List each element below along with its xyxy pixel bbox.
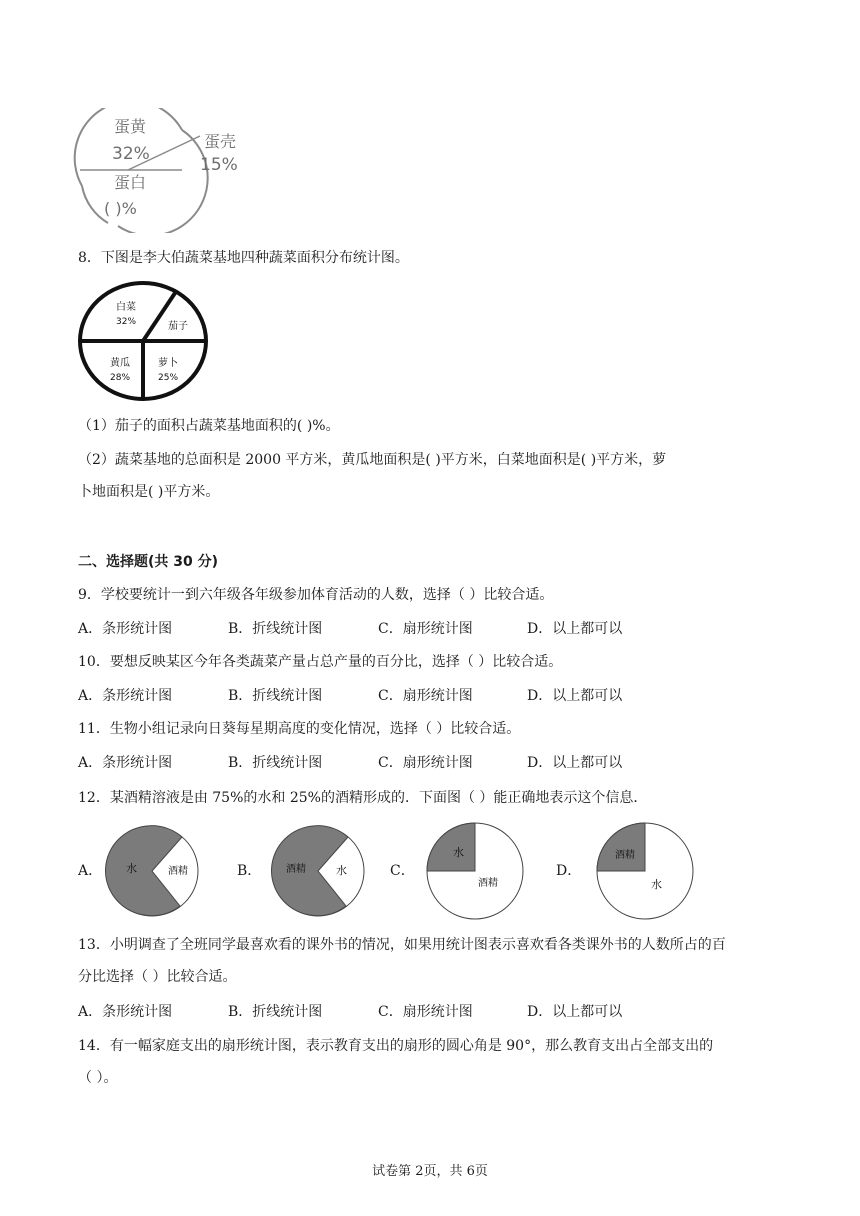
q12-pie-a[interactable] xyxy=(100,822,204,920)
q12-pie-c-water: 水 xyxy=(453,846,464,859)
q10-option-d[interactable]: D．以上都可以 xyxy=(527,688,623,704)
vegetable-pie-chart xyxy=(76,280,211,405)
q13-option-b[interactable]: B．折线统计图 xyxy=(228,1004,323,1020)
q12-label-c[interactable]: C． xyxy=(390,863,415,879)
q12-pie-b[interactable] xyxy=(266,822,370,920)
q8-stem: 8．下图是李大伯蔬菜基地四种蔬菜面积分布统计图。 xyxy=(78,250,409,266)
section-heading: 二、选择题(共 30 分) xyxy=(78,554,219,570)
egg-white-pct: ( )% xyxy=(104,199,137,218)
q9-stem: 9．学校要统计一到六年级各年级参加体育活动的人数，选择（ ）比较合适。 xyxy=(78,587,554,603)
q12-label-d[interactable]: D． xyxy=(556,863,582,879)
q12-pie-d-water: 水 xyxy=(651,878,662,891)
q11-stem: 11．生物小组记录向日葵每星期高度的变化情况，选择（ ）比较合适。 xyxy=(78,721,521,737)
radish-pct: 25% xyxy=(158,373,179,383)
q12-pie-a-water: 水 xyxy=(126,862,137,875)
eggplant-label: 茄子 xyxy=(168,321,188,332)
egg-white-label: 蛋白 xyxy=(114,173,147,192)
egg-shell-label: 蛋壳 xyxy=(204,132,237,151)
q8-sub1: （1）茄子的面积占蔬菜基地面积的( )%。 xyxy=(78,418,340,434)
q12-pie-a-alcohol: 酒精 xyxy=(168,866,188,877)
q12-pie-c-water-slice xyxy=(427,823,475,871)
q9-option-a[interactable]: A．条形统计图 xyxy=(78,621,173,637)
egg-yolk-label: 蛋黄 xyxy=(114,117,147,136)
q11-option-b[interactable]: B．折线统计图 xyxy=(228,755,323,771)
cabbage-pct: 32% xyxy=(116,317,137,327)
q12-pie-d-alcohol-slice xyxy=(597,823,645,871)
cucumber-pct: 28% xyxy=(110,373,131,383)
q10-option-a[interactable]: A．条形统计图 xyxy=(78,688,173,704)
q9-option-c[interactable]: C．扇形统计图 xyxy=(378,621,473,637)
q12-label-b[interactable]: B． xyxy=(237,863,262,879)
q12-pie-b-water: 水 xyxy=(336,864,347,877)
q12-pie-d-alcohol: 酒精 xyxy=(615,850,635,861)
cucumber-label: 黄瓜 xyxy=(110,358,130,369)
egg-pie-chart xyxy=(70,108,270,233)
q14-stem-line1: 14．有一幅家庭支出的扇形统计图，表示教育支出的扇形的圆心角是 90°，那么教育支出占全部支出的 xyxy=(78,1038,714,1054)
egg-shell-pct: 15% xyxy=(200,155,238,175)
q11-option-c[interactable]: C．扇形统计图 xyxy=(378,755,473,771)
q12-pie-d[interactable] xyxy=(593,820,697,922)
q9-option-d[interactable]: D．以上都可以 xyxy=(527,621,623,637)
q12-stem: 12．某酒精溶液是由 75%的水和 25%的酒精形成的．下面图（ ）能正确地表示这个信息． xyxy=(78,790,648,806)
q10-option-b[interactable]: B．折线统计图 xyxy=(228,688,323,704)
q13-stem-line2: 分比选择（ ）比较合适。 xyxy=(78,969,237,985)
q11-option-d[interactable]: D．以上都可以 xyxy=(527,755,623,771)
q10-option-c[interactable]: C．扇形统计图 xyxy=(378,688,473,704)
q8-sub2-line1: （2）蔬菜基地的总面积是 2000 平方米，黄瓜地面积是( )平方米，白菜地面积是( )平方米，萝 xyxy=(78,452,667,468)
q11-option-a[interactable]: A．条形统计图 xyxy=(78,755,173,771)
q13-stem-line1: 13．小明调查了全班同学最喜欢看的课外书的情况，如果用统计图表示喜欢看各类课外书的人数所占的百 xyxy=(78,937,726,953)
egg-yolk-pct: 32% xyxy=(112,144,150,164)
cabbage-label: 白菜 xyxy=(116,302,136,313)
q14-stem-line2: （ ）。 xyxy=(78,1070,118,1086)
q13-option-d[interactable]: D．以上都可以 xyxy=(527,1004,623,1020)
page-footer: 试卷第 2页，共 6页 xyxy=(372,1164,488,1179)
q12-pie-b-alcohol: 酒精 xyxy=(286,864,306,875)
q12-label-a[interactable]: A． xyxy=(78,863,103,879)
q12-pie-c-alcohol: 酒精 xyxy=(478,878,498,889)
q13-option-c[interactable]: C．扇形统计图 xyxy=(378,1004,473,1020)
q10-stem: 10．要想反映某区今年各类蔬菜产量占总产量的百分比，选择（ ）比较合适。 xyxy=(78,654,563,670)
q12-pie-c[interactable] xyxy=(423,820,527,922)
q9-option-b[interactable]: B．折线统计图 xyxy=(228,621,323,637)
radish-label: 萝卜 xyxy=(158,358,178,369)
q13-option-a[interactable]: A．条形统计图 xyxy=(78,1004,173,1020)
q8-sub2-line2: 卜地面积是( )平方米。 xyxy=(78,484,220,500)
